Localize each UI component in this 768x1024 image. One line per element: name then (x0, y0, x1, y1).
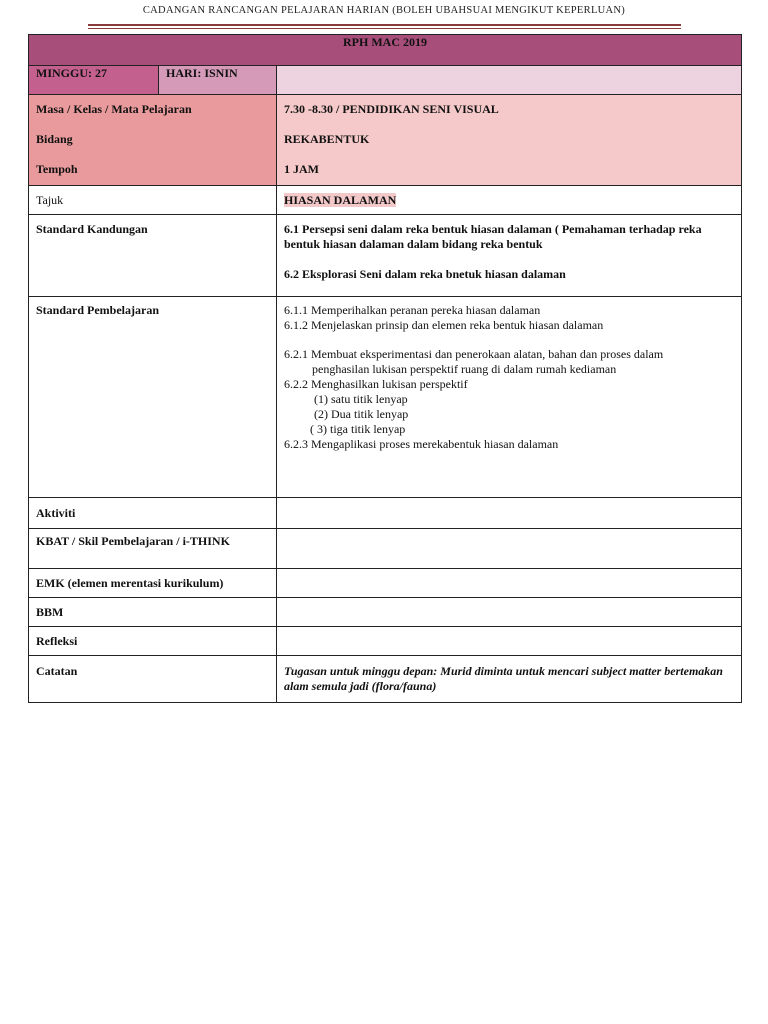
masa-value: 7.30 -8.30 / PENDIDIKAN SENI VISUAL (284, 102, 499, 116)
bidang-label: Bidang (36, 132, 73, 146)
hari-cell: HARI: ISNIN (159, 66, 277, 95)
sp-line: 6.2.3 Mengaplikasi proses merekabentuk hiasan dalaman (284, 437, 559, 451)
page-header: CADANGAN RANCANGAN PELAJARAN HARIAN (BOLEH UBAHSUAI MENGIKUT KEPERLUAN) (142, 5, 626, 16)
catatan-row (29, 656, 742, 703)
minggu-cell: MINGGU: 27 (29, 66, 159, 95)
week-row (29, 66, 742, 95)
sp-row (29, 297, 742, 498)
sp-line: 6.1.1 Memperihalkan peranan pereka hiasan dalaman (284, 303, 541, 317)
bbm-value-cell (277, 598, 742, 627)
masa-label: Masa / Kelas / Mata Pelajaran (36, 102, 192, 116)
sp-line: ( 3) tiga titik lenyap (310, 422, 406, 436)
tajuk-value: HIASAN DALAMAN (284, 192, 397, 207)
sk-row (29, 215, 742, 297)
info-row (29, 95, 742, 186)
title-row (29, 35, 742, 66)
bbm-row (29, 598, 742, 627)
refleksi-value-cell (277, 627, 742, 656)
catatan-label: Catatan (29, 656, 277, 703)
tempoh-value: 1 JAM (284, 162, 319, 176)
sp-line: 6.1.2 Menjelaskan prinsip dan elemen reka bentuk hiasan dalaman (284, 318, 604, 332)
sp-value-cell (277, 297, 742, 498)
info-labels-cell (29, 95, 277, 186)
tajuk-label: Tajuk (29, 186, 277, 215)
emk-label: EMK (elemen merentasi kurikulum) (29, 569, 277, 598)
sp-line: penghasilan lukisan perspektif ruang di dalam rumah kediaman (312, 362, 617, 376)
rph-table (28, 34, 742, 703)
header-rule (88, 24, 681, 26)
bbm-label: BBM (29, 598, 277, 627)
sk-line: 6.1 Persepsi seni dalam reka bentuk hiasan dalaman ( Pemahaman terhadap reka bentuk hiasan dalaman dalam bidang reka bentuk (284, 222, 702, 251)
header-rule-thin (88, 28, 681, 29)
bidang-value: REKABENTUK (284, 132, 370, 146)
refleksi-row (29, 627, 742, 656)
sp-line: 6.2.1 Membuat eksperimentasi dan penerokaan alatan, bahan dan proses dalam (284, 347, 664, 361)
sp-line: (1) satu titik lenyap (314, 392, 408, 406)
refleksi-label: Refleksi (29, 627, 277, 656)
kbat-label: KBAT / Skil Pembelajaran / i-THINK (29, 529, 277, 569)
tempoh-label: Tempoh (36, 162, 78, 176)
sp-line: (2) Dua titik lenyap (314, 407, 409, 421)
emk-value-cell (277, 569, 742, 598)
aktiviti-label: Aktiviti (29, 498, 277, 529)
sk-line: 6.2 Eksplorasi Seni dalam reka bnetuk hiasan dalaman (284, 267, 566, 281)
sk-value-cell (277, 215, 742, 297)
kbat-value-cell (277, 529, 742, 569)
table-title: RPH MAC 2019 (29, 35, 742, 66)
sp-label: Standard Pembelajaran (29, 297, 277, 498)
aktiviti-row (29, 498, 742, 529)
aktiviti-value-cell (277, 498, 742, 529)
week-blank-cell (277, 66, 742, 95)
kbat-row (29, 529, 742, 569)
sk-label: Standard Kandungan (29, 215, 277, 297)
tajuk-row (29, 186, 742, 215)
catatan-value: Tugasan untuk minggu depan: Murid diminta untuk mencari subject matter bertemakan alam semula jadi (flora/fauna) (277, 656, 742, 703)
tajuk-value-cell (277, 186, 742, 215)
info-values-cell (277, 95, 742, 186)
sp-line: 6.2.2 Menghasilkan lukisan perspektif (284, 377, 468, 391)
emk-row (29, 569, 742, 598)
